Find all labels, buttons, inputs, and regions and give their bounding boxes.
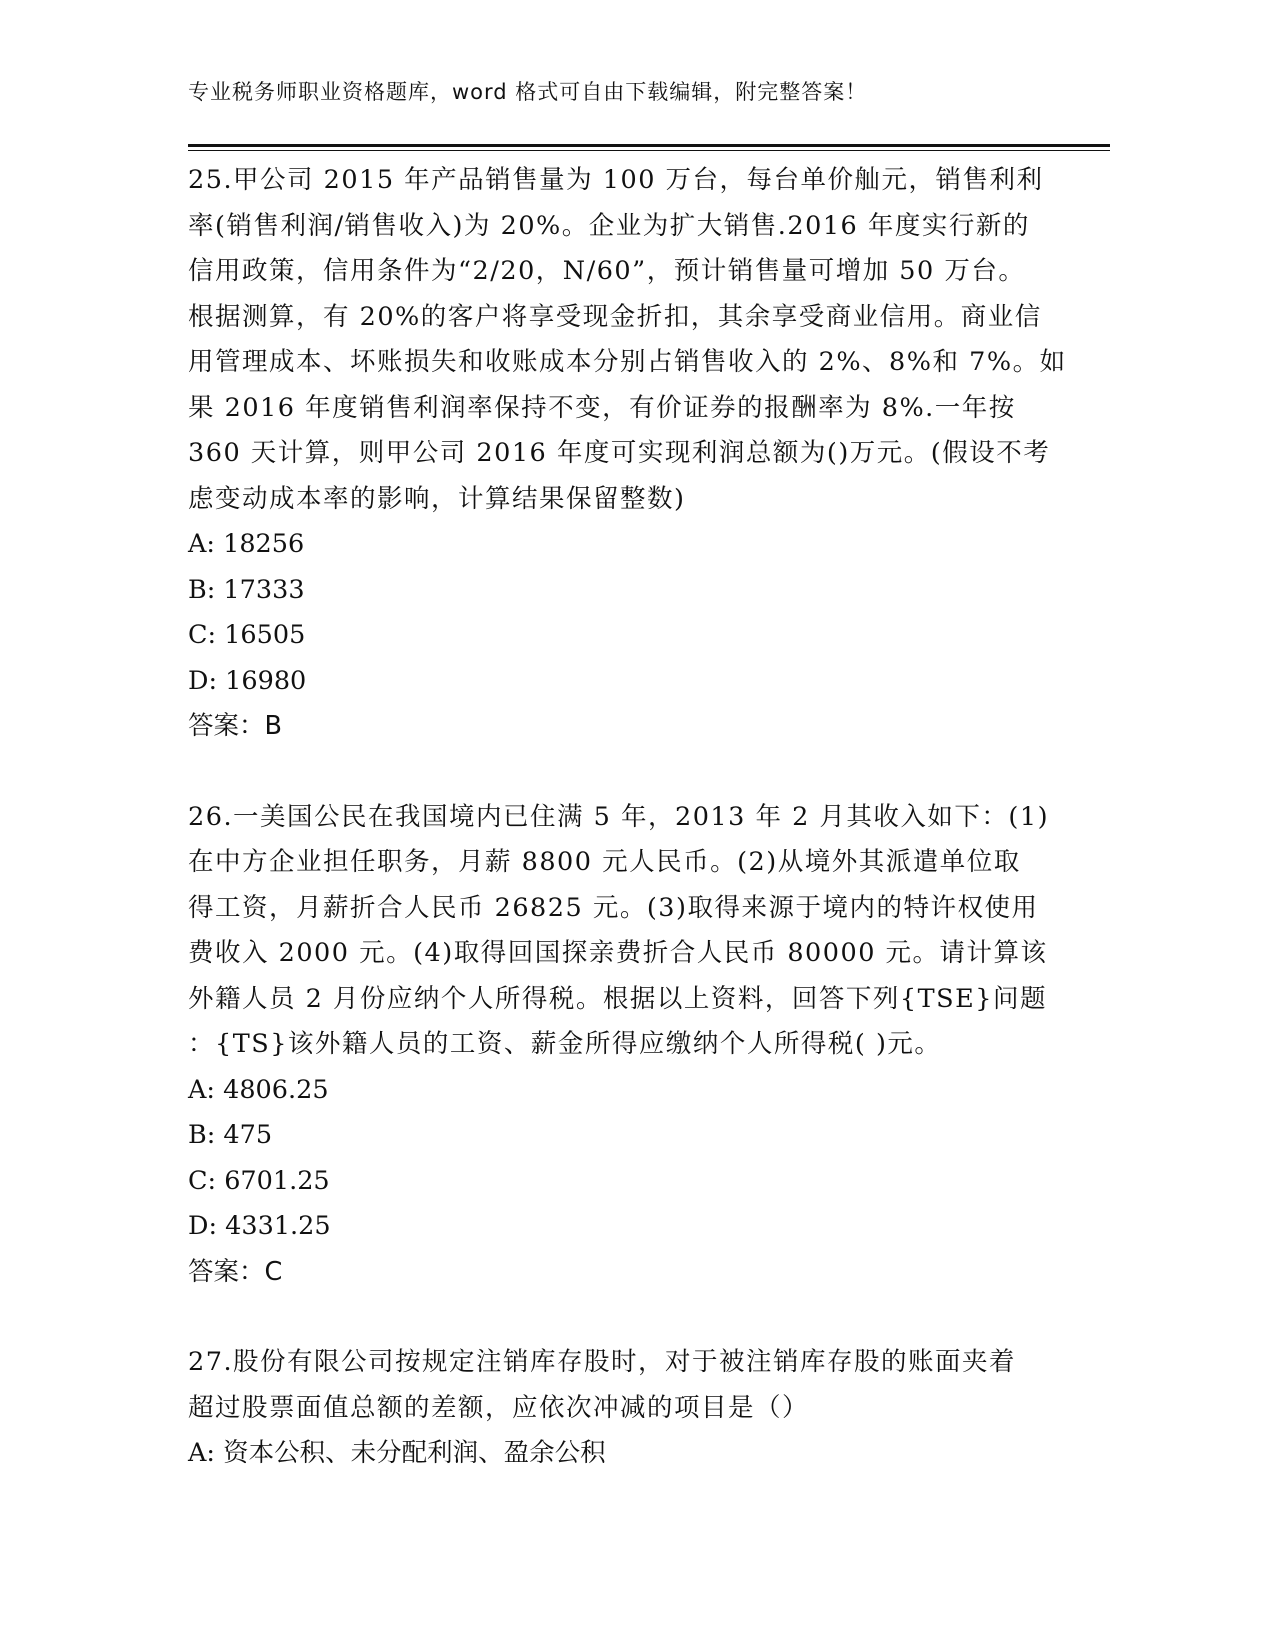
question-text-line: 费收入 2000 元。(4)取得回国探亲费折合人民币 80000 元。请计算该 bbox=[188, 938, 1048, 968]
question-text-line: 率(销售利润/销售收入)为 20%。企业为扩大销售.2016 年度实行新的 bbox=[188, 210, 1030, 241]
header-divider-thin bbox=[188, 150, 1110, 151]
question-text-line: 信用政策，信用条件为“2/20，N/60”，预计销售量可增加 50 万台。 bbox=[188, 256, 1026, 286]
option-list bbox=[188, 1431, 1068, 1477]
option-a: A: 4806.25 bbox=[188, 1074, 329, 1105]
answer-label: 答案：C bbox=[188, 1256, 283, 1287]
option-a: A: 18256 bbox=[188, 529, 305, 559]
question-text-line: 外籍人员 2 月份应纳个人所得税。根据以上资料，回答下列{TSE}问题 bbox=[188, 983, 1047, 1014]
question-25 bbox=[188, 158, 1068, 522]
question-text-line: 超过股票面值总额的差额，应依次冲减的项目是（） bbox=[188, 1392, 810, 1423]
option-d: D: 16980 bbox=[188, 665, 307, 696]
question-text-line: 26.一美国公民在我国境内已住满 5 年，2013 年 2 月其收入如下：(1) bbox=[188, 801, 1050, 832]
question-text-line: 虑变动成本率的影响，计算结果保留整数) bbox=[188, 483, 686, 514]
option-a: A: 资本公积、未分配利润、盈余公积 bbox=[188, 1438, 606, 1468]
option-c: C: 16505 bbox=[188, 620, 306, 650]
question-text-line: 果 2016 年度销售利润率保持不变，有价证券的报酬率为 8%.一年按 bbox=[188, 392, 1016, 423]
option-d: D: 4331.25 bbox=[188, 1211, 331, 1241]
question-27 bbox=[188, 1340, 1068, 1431]
question-text-line: 得工资，月薪折合人民币 26825 元。(3)取得来源于境内的特许权使用 bbox=[188, 892, 1039, 923]
option-c: C: 6701.25 bbox=[188, 1165, 330, 1196]
option-b: B: 17333 bbox=[188, 574, 305, 605]
header-divider bbox=[188, 144, 1110, 147]
question-text-line: 360 天计算，则甲公司 2016 年度可实现利润总额为()万元。(假设不考 bbox=[188, 438, 1051, 468]
question-list bbox=[188, 158, 1068, 1477]
question-text-line: 25.甲公司 2015 年产品销售量为 100 万台，每台单价舢元，销售利利 bbox=[188, 165, 1044, 195]
option-b: B: 475 bbox=[188, 1120, 273, 1150]
option-list bbox=[188, 1068, 1068, 1250]
page-header: 专业税务师职业资格题库，word 格式可自由下载编辑，附完整答案！ bbox=[188, 80, 868, 104]
question-text-line: 用管理成本、坏账损失和收账成本分别占销售收入的 2%、8%和 7%。如 bbox=[188, 347, 1067, 377]
question-text-line: ：{TS}该外籍人员的工资、薪金所得应缴纳个人所得税( )元。 bbox=[188, 1029, 942, 1059]
question-text-line: 27.股份有限公司按规定注销库存股时，对于被注销库存股的账面夹着 bbox=[188, 1347, 1017, 1377]
question-text-line: 根据测算，有 20%的客户将享受现金折扣，其余享受商业信用。商业信 bbox=[188, 301, 1042, 332]
spacer bbox=[188, 750, 1068, 795]
question-text-line: 在中方企业担任职务，月薪 8800 元人民币。(2)从境外其派遣单位取 bbox=[188, 847, 1021, 877]
question-26 bbox=[188, 795, 1068, 1068]
spacer bbox=[188, 1295, 1068, 1340]
option-list bbox=[188, 522, 1068, 704]
answer-label: 答案：B bbox=[188, 711, 282, 741]
